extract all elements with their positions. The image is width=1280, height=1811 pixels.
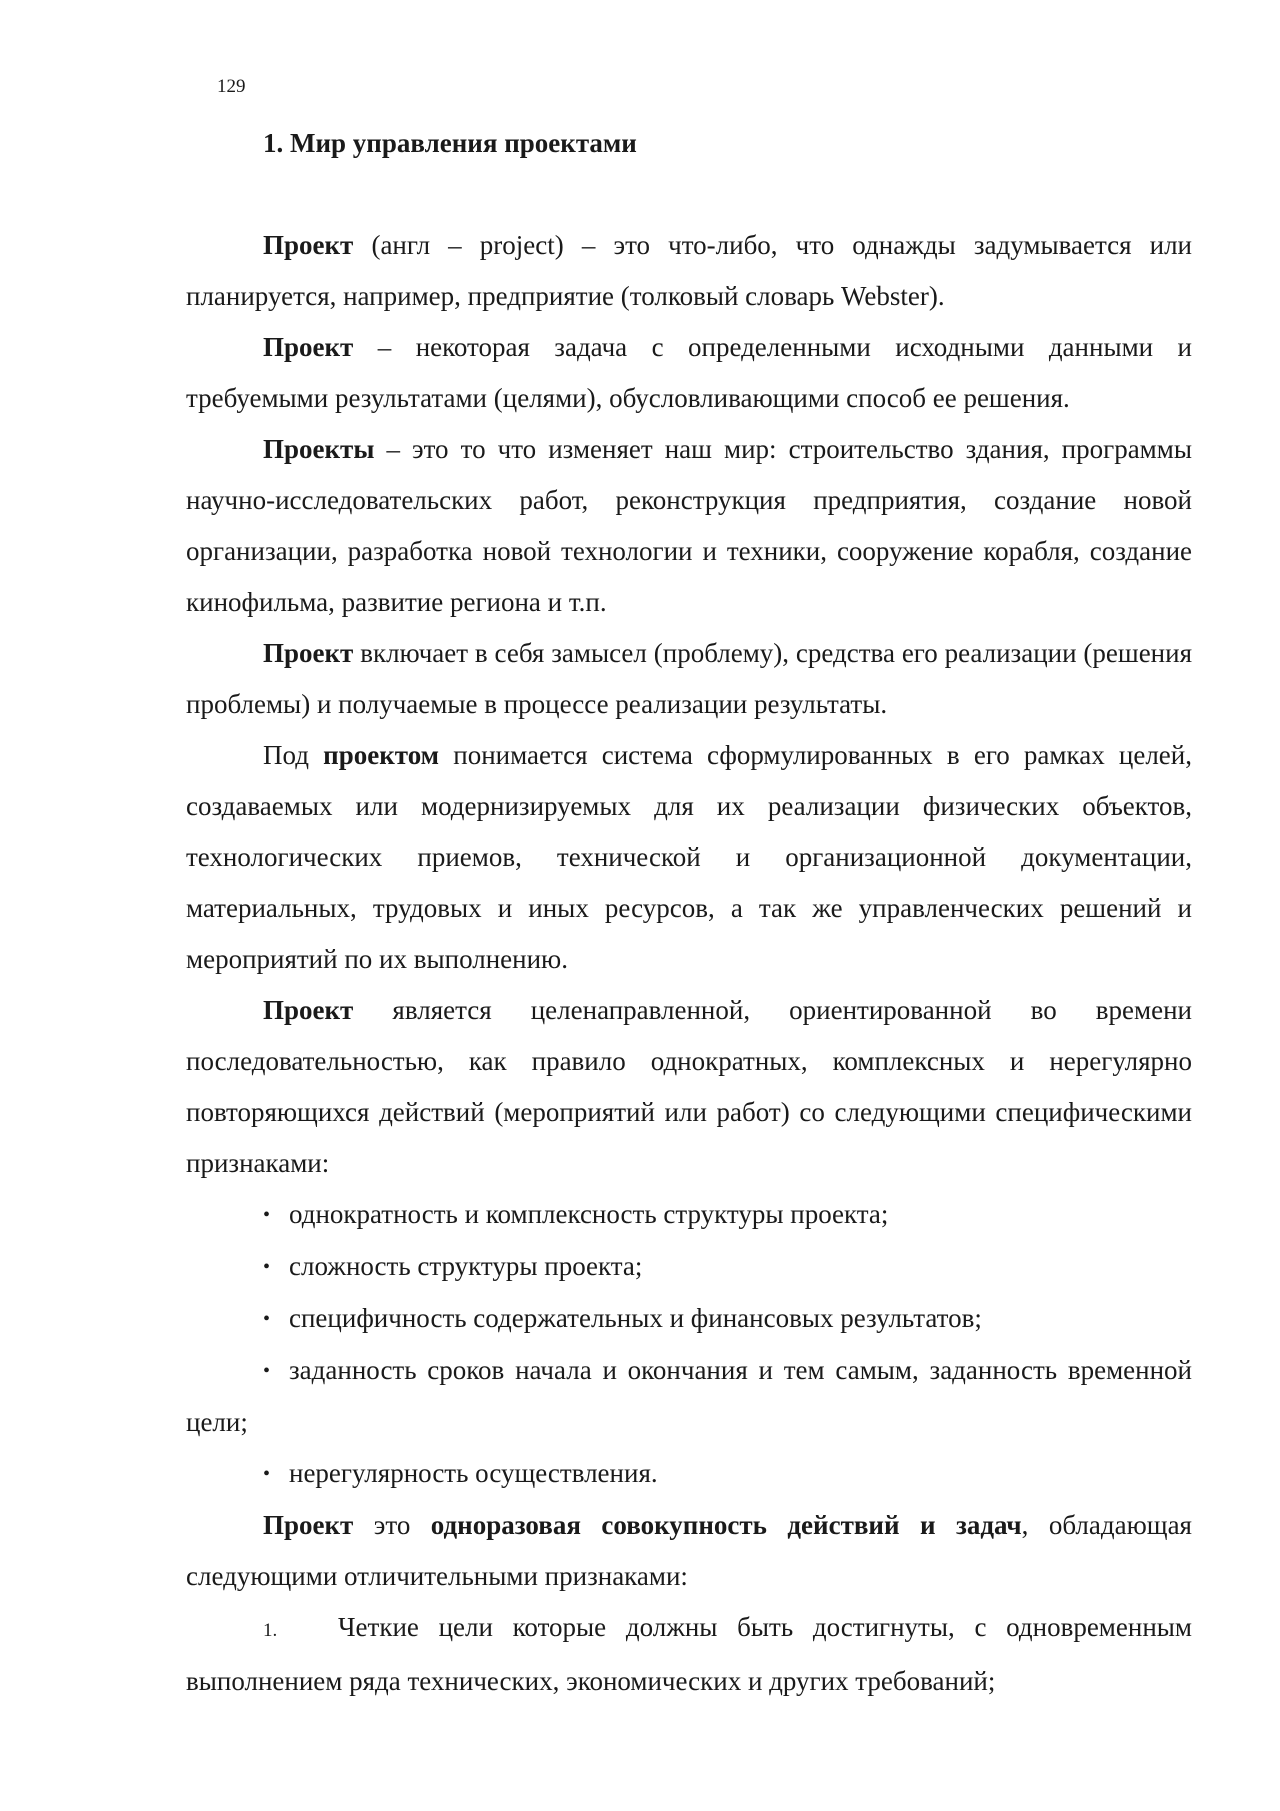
document-body bbox=[186, 118, 1192, 1707]
list-item bbox=[186, 1448, 1192, 1500]
bullet-icon: • bbox=[263, 1308, 271, 1330]
list-item bbox=[186, 1241, 1192, 1293]
term-phrase: одноразовая совокупность действий и задач bbox=[430, 1510, 1022, 1540]
paragraph-text: – некоторая задача с определенными исходными данными и требуемыми результатами (целями), обусловливающими способ ее решения. bbox=[186, 332, 1192, 413]
numbered-item bbox=[186, 1602, 1192, 1707]
term: Проект bbox=[263, 638, 354, 668]
paragraph-text: , обладающая следующими отличительными признаками: bbox=[186, 1510, 1192, 1591]
list-item bbox=[186, 1293, 1192, 1345]
list-item bbox=[186, 1345, 1192, 1448]
paragraph-1 bbox=[186, 220, 1192, 322]
term: Проект bbox=[263, 230, 354, 260]
term: проектом bbox=[323, 740, 440, 770]
bullet-icon: • bbox=[263, 1204, 271, 1226]
paragraph-2 bbox=[186, 322, 1192, 424]
bullet-icon: • bbox=[263, 1463, 271, 1485]
paragraph-connector: это bbox=[353, 1510, 431, 1540]
term: Проекты bbox=[263, 434, 375, 464]
paragraph-prefix: Под bbox=[263, 740, 324, 770]
list-item-text: специфичность содержательных и финансовых результатов; bbox=[289, 1303, 982, 1333]
list-item-text: заданность сроков начала и окончания и тем самым, заданность временной цели; bbox=[186, 1355, 1192, 1437]
section-heading: 1. Мир управления проектами bbox=[263, 128, 637, 158]
list-item-text: нерегулярность осуществления. bbox=[289, 1458, 658, 1488]
paragraph-text: (англ – project) – это что-либо, что однажды задумывается или планируется, например, предприятие (толковый словарь Webster). bbox=[186, 230, 1192, 311]
list-item-text: однократность и комплексность структуры проекта; bbox=[289, 1199, 889, 1229]
item-number: 1. bbox=[263, 1620, 278, 1641]
paragraph-text: – это то что изменяет наш мир: строительство здания, программы научно-исследовательских работ, реконструкция предприятия, создание новой организации, разработка новой технологии и техники, сооружение корабля, создание кинофильма, развитие региона и т.п. bbox=[186, 434, 1192, 617]
paragraph-7 bbox=[186, 1500, 1192, 1602]
paragraph-text: включает в себя замысел (проблему), средства его реализации (решения проблемы) и получаемые в процессе реализации результаты. bbox=[186, 638, 1192, 719]
bullet-icon: • bbox=[263, 1360, 271, 1382]
paragraph-5 bbox=[186, 730, 1192, 985]
paragraph-3 bbox=[186, 424, 1192, 628]
bullet-icon: • bbox=[263, 1256, 271, 1278]
paragraph-6 bbox=[186, 985, 1192, 1189]
list-item bbox=[186, 1189, 1192, 1241]
numbered-item-text: Четкие цели которые должны быть достигнуты, с одновременным выполнением ряда технических, экономических и других требований; bbox=[186, 1612, 1192, 1696]
term: Проект bbox=[263, 332, 354, 362]
page-number: 129 bbox=[217, 76, 246, 97]
paragraph-4 bbox=[186, 628, 1192, 730]
term: Проект bbox=[263, 995, 354, 1025]
list-item-text: сложность структуры проекта; bbox=[289, 1251, 643, 1281]
term: Проект bbox=[263, 1510, 354, 1540]
paragraph-text: является целенаправленной, ориентированной во времени последовательностью, как правило однократных, комплексных и нерегулярно повторяющихся действий (мероприятий или работ) со следующими специфическими признаками: bbox=[186, 995, 1192, 1178]
paragraph-text: понимается система сформулированных в его рамках целей, создаваемых или модернизируемых для их реализации физических объектов, технологических приемов, технической и организационной документации, материальных, трудовых и иных ресурсов, а так же управленческих решений и мероприятий по их выполнению. bbox=[186, 740, 1192, 974]
